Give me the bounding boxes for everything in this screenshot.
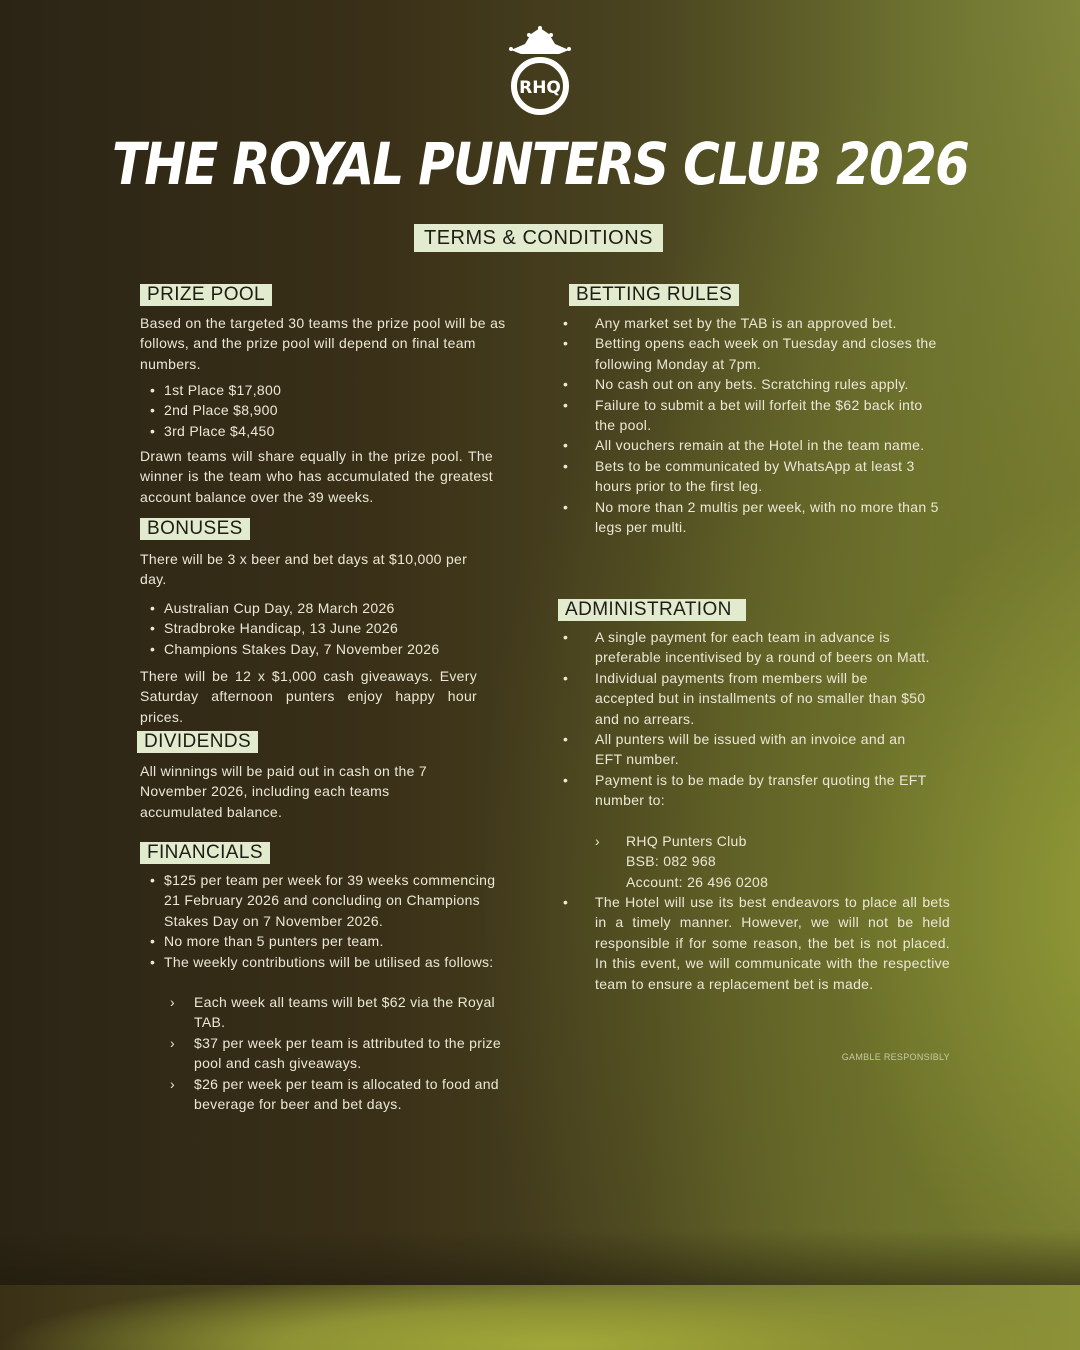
- gamble-responsibly-note: GAMBLE RESPONSIBLY: [841, 1052, 950, 1062]
- bank-name: RHQ Punters Club: [626, 833, 747, 849]
- dividends-text: All winnings will be paid out in cash on the 7 November 2026, including each teams accumulated balance.: [140, 763, 427, 820]
- prize-item: • 1st Place $17,800: [140, 380, 500, 400]
- financials-sub-item: › $37 per week per team is attributed to the prize pool and cash giveaways.: [170, 1034, 502, 1072]
- financials-heading: FINANCIALS: [140, 842, 270, 864]
- bonus-day-item: • Stradbroke Handicap, 13 June 2026: [140, 618, 500, 638]
- betting-rules-heading: BETTING RULES: [569, 284, 739, 306]
- admin-item: • The Hotel will use its best endeavors to place all bets in a timely manner. However, we will not be held responsible if for some reason, the bet is not placed. In this event, we will communicate with the respective team to ensure a replacement bet is made.: [563, 894, 950, 992]
- financials-item: • $125 per team per week for 39 weeks commencing 21 February 2026 and concluding on Champions Stakes Day on 7 November 2026.: [140, 870, 515, 931]
- betting-rule: • Bets to be communicated by WhatsApp at least 3 hours prior to the first leg.: [563, 457, 915, 495]
- rhq-logo: [505, 26, 575, 120]
- bonus-day-item: • Australian Cup Day, 28 March 2026: [140, 598, 500, 618]
- bonuses-outro: There will be 12 x $1,000 cash giveaways. Every Saturday afternoon punters enjoy happy hour prices.: [140, 668, 477, 725]
- backdrop-shadow: [0, 1230, 1080, 1285]
- betting-rule: • Failure to submit a bet will forfeit the $62 back into the pool.: [563, 396, 923, 434]
- administration-heading: ADMINISTRATION: [558, 599, 746, 621]
- backdrop-floor: [0, 1285, 1080, 1350]
- prize-pool-outro: Drawn teams will share equally in the prize pool. The winner is the team who has accumulated the greatest account balance over the 39 weeks.: [140, 448, 493, 505]
- betting-rule: • No more than 2 multis per week, with no more than 5 legs per multi.: [563, 498, 939, 536]
- bank-bsb: BSB: 082 968: [626, 853, 716, 870]
- bonus-days-list: [140, 598, 500, 659]
- dividends-heading: DIVIDENDS: [137, 731, 258, 753]
- admin-item: • Individual payments from members will be accepted but in installments of no smaller than $50 and no arrears.: [563, 669, 926, 727]
- svg-text:RHQ: RHQ: [519, 78, 561, 98]
- admin-item: • All punters will be issued with an invoice and an EFT number.: [563, 731, 906, 768]
- financials-list: [140, 870, 515, 972]
- betting-rule: • Betting opens each week on Tuesday and closes the following Monday at 7pm.: [563, 335, 937, 372]
- bonuses-heading: BONUSES: [140, 518, 250, 540]
- financials-sub-item: › $26 per week per team is allocated to food and beverage for beer and bet days.: [170, 1075, 499, 1113]
- bank-details: › RHQ Punters Club BSB: 082 968 Account: 26 496 0208: [595, 831, 895, 892]
- betting-rule: • No cash out on any bets. Scratching rules apply.: [563, 376, 909, 393]
- administration-list: [561, 627, 931, 811]
- prize-list: [140, 380, 500, 441]
- betting-rule: • Any market set by the TAB is an approved bet.: [563, 315, 897, 331]
- admin-item: • A single payment for each team in advance is preferable incentivised by a round of beers on Matt.: [563, 629, 930, 666]
- bonus-day-item: • Champions Stakes Day, 7 November 2026: [140, 639, 500, 659]
- bank-account: Account: 26 496 0208: [626, 873, 769, 890]
- administration-final: [561, 892, 950, 994]
- page-title: THE ROYAL PUNTERS CLUB 2026: [111, 130, 969, 198]
- betting-rule: • All vouchers remain at the Hotel in the team name.: [563, 437, 925, 454]
- financials-sub-item: › Each week all teams will bet $62 via the Royal TAB.: [170, 994, 495, 1031]
- prize-pool-heading: PRIZE POOL: [140, 284, 272, 306]
- betting-rules-list: [561, 313, 941, 537]
- bonuses-intro: There will be 3 x beer and bet days at $10,000 per day.: [140, 551, 468, 588]
- prize-item: • 2nd Place $8,900: [140, 400, 500, 420]
- prize-item: • 3rd Place $4,450: [140, 421, 500, 441]
- crown-icon: [505, 26, 575, 120]
- prize-pool-intro: Based on the targeted 30 teams the prize pool will be as follows, and the prize pool will depend on final team numbers.: [140, 315, 506, 372]
- admin-item: • Payment is to be made by transfer quoting the EFT number to:: [563, 771, 927, 809]
- subtitle-tag: TERMS & CONDITIONS: [414, 224, 663, 252]
- financials-item: • The weekly contributions will be utilised as follows:: [140, 952, 515, 972]
- financials-item: • No more than 5 punters per team.: [140, 931, 515, 951]
- financials-sub-list: [164, 992, 509, 1114]
